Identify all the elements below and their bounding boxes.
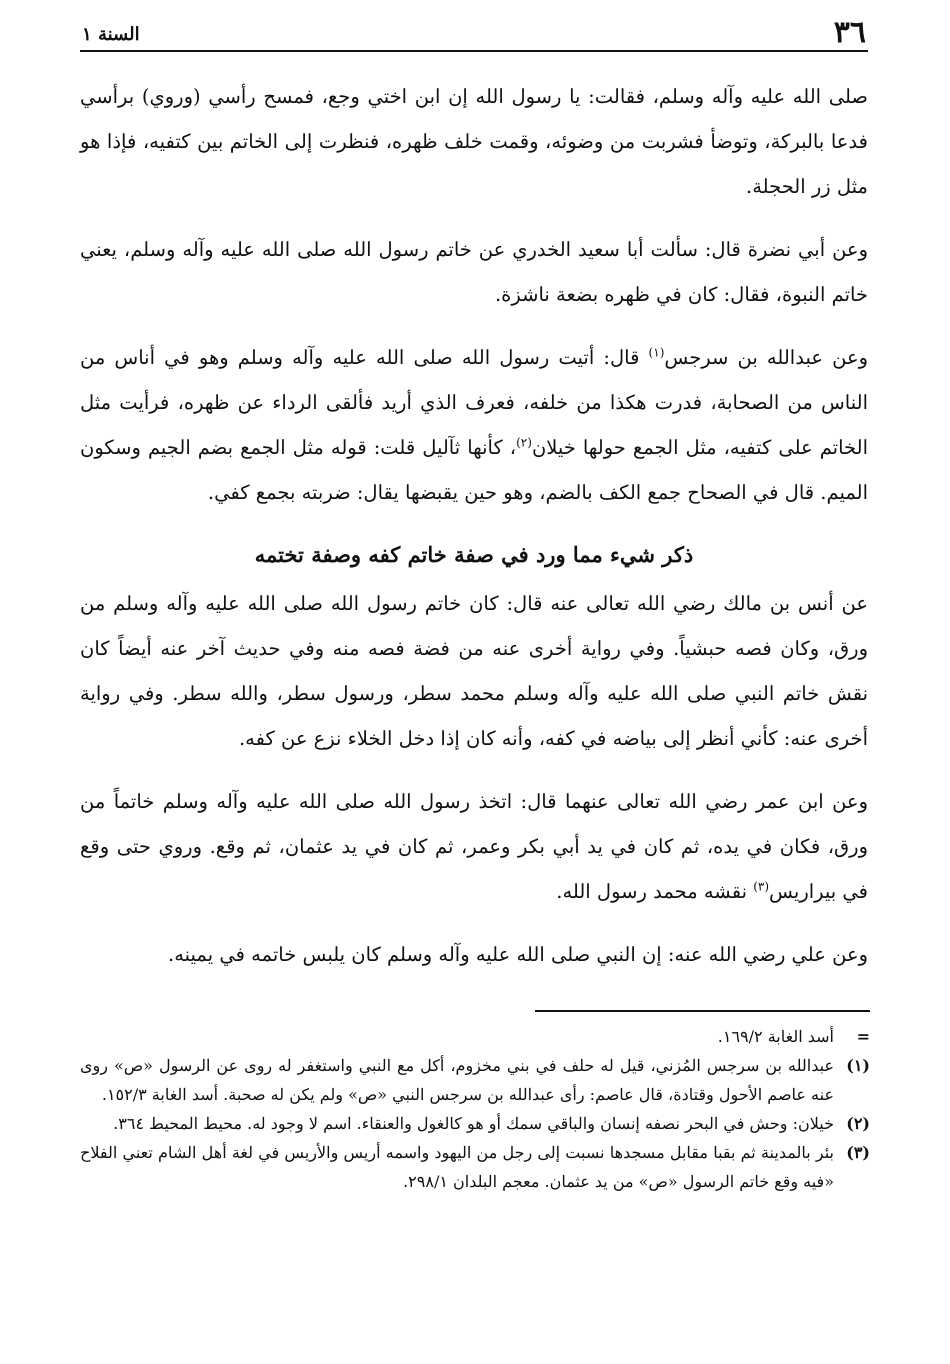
page-number: ٣٦: [833, 15, 866, 50]
footnote-1: [80, 1051, 870, 1109]
paragraph: [80, 335, 868, 515]
footnote-continuation: [80, 1022, 870, 1051]
page: [80, 14, 868, 995]
paragraph: وعن علي رضي الله عنه: إن النبي صلى الله عليه وآله وسلم كان يلبس خاتمه في يمينه.: [168, 943, 868, 966]
footnote-ref-2[interactable]: (٢): [516, 435, 532, 450]
section-heading: ذكر شيء مما ورد في صفة خاتم كفه وصفة تختمه: [254, 542, 694, 567]
footnote-3: [80, 1138, 870, 1196]
body-text: [80, 74, 868, 977]
paragraph: صلى الله عليه وآله وسلم، فقالت: يا رسول الله إن ابن اختي وجع، فمسح رأسي (وروي) برأسي فدعا بالبركة، وتوضأ فشربت من وضوئه، وقمت خلف ظهره، فنظرت إلى الخاتم بين كتفيه، فإذا هو مثل زر الحجلة.: [80, 85, 868, 198]
paragraph: عن أنس بن مالك رضي الله تعالى عنه قال: كان خاتم رسول الله صلى الله عليه وآله وسلم من ورق، وكان فصه حبشياً. وفي رواية أخرى عنه من فضة فصه منه وفي حديث آخر عنه أيضاً كان نقش خاتم النبي صلى الله عليه وآله وسلم محمد سطر، ورسول سطر، والله سطر. وفي رواية أخرى عنه: كأني أنظر إلى بياضه في كفه، وأنه كان إذا دخل الخلاء نزع عن كفه.: [80, 592, 868, 750]
paragraph-text: وعن عبدالله بن سرجس: [664, 346, 868, 369]
paragraph: [80, 779, 868, 914]
footnote-2: [80, 1109, 870, 1138]
footnote-mark: (٢): [846, 1114, 870, 1133]
page-header: [80, 14, 868, 52]
running-head: السنة ١: [82, 24, 140, 45]
footnote-mark: =: [856, 1027, 870, 1046]
paragraph-text: ، كأنها ثآليل قلت: قوله مثل الجمع بضم الجيم وسكون الميم. قال في الصحاح جمع الكف بالضم، وهو حين يقبضها يقال: ضربته بجمع كفي.: [80, 436, 868, 504]
footnote-mark: (١): [846, 1056, 870, 1075]
footnote-divider: [535, 1010, 870, 1012]
footnote-text: عبدالله بن سرجس المُزني، قيل له حلف في بني مخزوم، أكل مع النبي واستغفر له روى عن الرسول «ص» روى عنه عاصم الأحول وقتادة، قال عاصم: رأى عبدالله بن سرجس النبي «ص» ولم يكن له صحبة. أسد الغابة ١٥٢/٣.: [80, 1056, 835, 1104]
footnote-ref-1[interactable]: (١): [648, 345, 665, 360]
footnote-text: أسد الغابة ١٦٩/٢.: [717, 1027, 834, 1046]
footnote-text: خيلان: وحش في البحر نصفه إنسان والباقي سمك أو هو كالغول والعنقاء. اسم لا وجود له. محيط المحيط ٣٦٤.: [113, 1114, 834, 1133]
paragraph-text: قال: أتيت رسول الله صلى الله عليه وآله وسلم وهو في أناس من الناس من الصحابة، فدرت هكذا من خلفه، فعرف الذي أريد فألقى الرداء عن ظهره، فرأيت مثل الخاتم على كتفيه، مثل الجمع حولها خيلان: [80, 346, 868, 459]
footnote-mark: (٣): [846, 1143, 870, 1162]
footnotes: [80, 1022, 870, 1196]
paragraph-text: نقشه محمد رسول الله.: [556, 880, 754, 903]
paragraph: وعن أبي نضرة قال: سألت أبا سعيد الخدري عن خاتم رسول الله صلى الله عليه وآله وسلم، يعني خاتم النبوة، فقال: كان في ظهره بضعة ناشزة.: [80, 238, 868, 306]
footnote-ref-3[interactable]: (٣): [753, 879, 770, 894]
footnote-text: بئر بالمدينة ثم بقبا مقابل مسجدها نسبت إلى رجل من اليهود واسمه أريس والأريس في لغة أهل الشام تعني الفلاح «فيه وقع خاتم الرسول «ص» من يد عثمان. معجم البلدان ٢٩٨/١.: [80, 1143, 834, 1191]
paragraph-text: وعن ابن عمر رضي الله تعالى عنهما قال: اتخذ رسول الله صلى الله عليه وآله وسلم خاتماً من ورق، فكان في يده، ثم كان في يد أبي بكر وعمر، ثم كان في يد عثمان، ثم وقع. وروي حتى وقع في بيراريس: [80, 790, 868, 903]
